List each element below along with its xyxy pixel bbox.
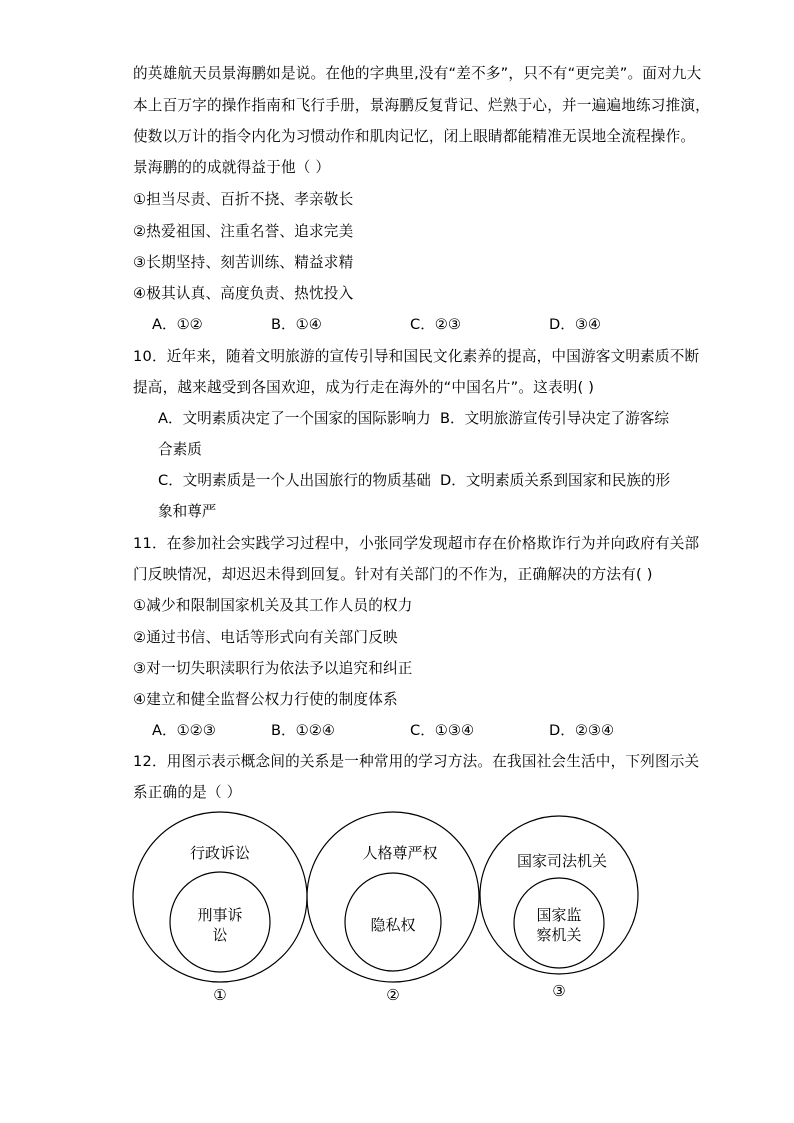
q10-option-a: A．文明素质决定了一个国家的国际影响力 bbox=[158, 410, 431, 427]
q9-line-1: 的英雄航天员景海鹏如是说。在他的字典里,没有“差不多”，只不有“更完美”。面对九大 bbox=[133, 65, 702, 82]
diagram-1-outer-circle bbox=[133, 812, 307, 982]
q9-option-a: A．①② bbox=[152, 316, 203, 333]
q10-line-2: 提高，越来越受到各国欢迎，成为行走在海外的“中国名片”。这表明( ) bbox=[133, 379, 595, 396]
q9-option-c: C．②③ bbox=[410, 316, 461, 333]
diagram-1-number: ① bbox=[213, 986, 227, 1004]
q12-line-1: 12．用图示表示概念间的关系是一种常用的学习方法。在我国社会生活中，下列图示关 bbox=[133, 753, 700, 770]
q10-option-b-cont: 合素质 bbox=[158, 441, 202, 458]
diagram-2 bbox=[307, 812, 479, 1004]
diagram-3-inner-label-2: 察机关 bbox=[536, 926, 582, 944]
q9-option-d: D．③④ bbox=[549, 316, 601, 333]
q9-item-1: ①担当尽责、百折不挠、孝亲敬长 bbox=[133, 191, 354, 208]
q9-item-2: ②热爱祖国、注重名誉、追求完美 bbox=[133, 223, 354, 240]
diagram-2-inner-label: 隐私权 bbox=[370, 916, 416, 934]
q9-stem: 景海鹏的的成就得益于他（ ） bbox=[133, 159, 331, 176]
diagram-2-number: ② bbox=[386, 986, 400, 1004]
q9-item-3: ③长期坚持、刻苦训练、精益求精 bbox=[133, 254, 354, 271]
q11-option-c: C．①③④ bbox=[410, 722, 475, 739]
q10-option-b: B．文明旅游宣传引导决定了游客综 bbox=[440, 410, 669, 427]
diagram-1-outer-label: 行政诉讼 bbox=[189, 844, 251, 862]
diagram-1-inner-label-2: 讼 bbox=[212, 926, 228, 944]
q11-option-b: B．①②④ bbox=[271, 722, 335, 739]
q11-item-3: ③对一切失职渎职行为依法予以追究和纠正 bbox=[133, 660, 413, 677]
q10-line-1: 10．近年来，随着文明旅游的宣传引导和国民文化素养的提高，中国游客文明素质不断 bbox=[133, 348, 700, 365]
q9-line-3: 使数以万计的指令内化为习惯动作和肌肉记忆，闭上眼睛都能精准无误地全流程操作。 bbox=[133, 128, 696, 145]
diagram-1-inner-label-1: 刑事诉 bbox=[197, 906, 243, 924]
q11-line-1: 11．在参加社会实践学习过程中，小张同学发现超市存在价格欺诈行为并向政府有关部 bbox=[133, 535, 700, 552]
q11-item-4: ④建立和健全监督公权力行使的制度体系 bbox=[133, 691, 398, 708]
diagram-3-outer-label: 国家司法机关 bbox=[516, 852, 608, 870]
diagram-2-outer-circle bbox=[307, 812, 479, 982]
q10-option-c: C．文明素质是一个人出国旅行的物质基础 bbox=[158, 472, 431, 489]
diagram-3 bbox=[480, 816, 638, 1000]
q10-option-d: D．文明素质关系到国家和民族的形 bbox=[440, 472, 671, 489]
q9-option-b: B．①④ bbox=[271, 316, 322, 333]
q12-line-2: 系正确的是（ ） bbox=[133, 784, 242, 801]
q11-line-2: 门反映情况，却迟迟未得到回复。针对有关部门的不作为，正确解决的方法有( ) bbox=[133, 566, 653, 583]
diagram-1 bbox=[133, 812, 307, 1004]
diagram-3-number: ③ bbox=[552, 982, 566, 1000]
diagram-2-outer-label: 人格尊严权 bbox=[362, 844, 438, 862]
diagram-3-inner-label-1: 国家监 bbox=[536, 906, 582, 924]
q9-item-4: ④极其认真、高度负责、热忱投入 bbox=[133, 285, 354, 302]
q11-item-1: ①减少和限制国家机关及其工作人员的权力 bbox=[133, 597, 413, 614]
q9-line-2: 本上百万字的操作指南和飞行手册，景海鹏反复背记、烂熟于心，并一遍遍地练习推演， bbox=[133, 97, 710, 114]
q11-item-2: ②通过书信、电话等形式向有关部门反映 bbox=[133, 629, 398, 646]
q11-option-d: D．②③④ bbox=[549, 722, 615, 739]
q10-option-d-cont: 象和尊严 bbox=[158, 503, 217, 520]
diagram-3-outer-circle bbox=[480, 816, 638, 974]
q11-option-a: A．①②③ bbox=[152, 722, 216, 739]
